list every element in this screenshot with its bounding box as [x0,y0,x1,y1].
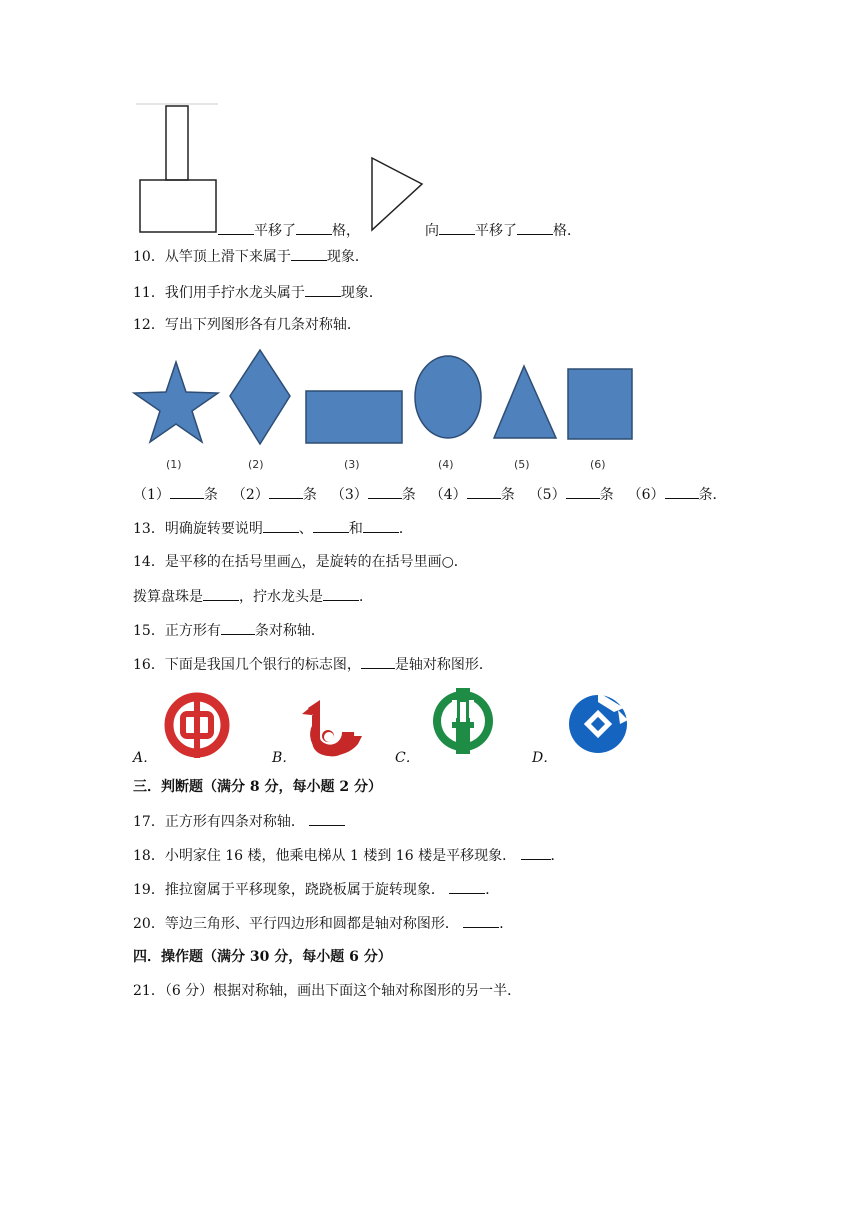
option-b-label: B． [272,750,297,766]
q13-blank-2 [313,518,349,533]
q12-blank-4 [467,484,501,499]
triangle-shape-figure [366,154,428,236]
rectangle-shape [306,391,402,443]
question-15: 15．正方形有 条对称轴． [133,620,325,641]
star-shape [134,362,218,442]
question-11: 11．我们用手拧水龙头属于 现象． [133,282,383,303]
section-4-title: 四．操作题（满分 30 分，每小题 6 分） [133,949,392,965]
q10-blank [291,246,327,261]
q12-blank-6 [665,484,699,499]
question-21: 21．（6 分）根据对称轴，画出下面这个轴对称图形的另一半． [133,983,522,999]
symmetry-shapes-figure [130,344,640,474]
shape-label-5: (5) [514,458,530,471]
construction-bank-logo [566,690,630,754]
question-14-line-2: 拨算盘珠是 ，拧水龙头是 ． [133,586,373,607]
option-a-label: A． [133,750,158,766]
q18-blank [521,845,551,860]
q14-blank-2 [323,586,359,601]
section-3-title: 三．判断题（满分 8 分，每小题 2 分） [133,779,382,795]
option-c-label: C． [395,750,420,766]
ellipse-shape [415,356,481,438]
q12-blank-2 [269,484,303,499]
q12-blank-3 [368,484,402,499]
q20-blank [463,913,499,928]
shape-label-6: (6) [590,458,606,471]
tower-shape-figure [136,102,222,236]
q16-blank [361,654,395,669]
q11-blank [305,282,341,297]
bank-of-china-logo [164,692,232,760]
q13-blank-3 [363,518,399,533]
square-shape [568,369,632,439]
rhombus-shape [230,350,290,444]
q9-part1: 平移了 格， [218,220,360,240]
q9-blank-2 [296,220,332,235]
bank-of-communications-logo [298,696,368,760]
q13-blank-1 [263,518,299,533]
question-19: 19．推拉窗属于平移现象，跷跷板属于旋转现象． ． [133,879,499,900]
q9-blank-1 [218,220,254,235]
question-12-answers: （1） 条 （2） 条 （3） 条 （4） 条 （5） 条 （6） 条． [133,484,727,505]
question-10: 10．从竿顶上滑下来属于 现象． [133,246,369,267]
question-16: 16．下面是我国几个银行的标志图， 是轴对称图形． [133,654,493,675]
q14-blank-1 [203,586,239,601]
question-18: 18．小明家住 16 楼，他乘电梯从 1 楼到 16 楼是平移现象． ． [133,845,565,866]
q12-blank-1 [170,484,204,499]
q15-blank [221,620,255,635]
q9-part2: 向 平移了 格． [425,220,581,240]
q9-blank-3 [439,220,475,235]
question-12: 12．写出下列图形各有几条对称轴． [133,317,361,333]
shape-label-4: (4) [438,458,454,471]
shape-label-2: (2) [248,458,264,471]
q12-blank-5 [566,484,600,499]
question-13: 13．明确旋转要说明 、 和 ． [133,518,413,539]
question-17: 17．正方形有四条对称轴． [133,811,345,832]
isosceles-triangle-shape [494,366,556,438]
option-d-label: D． [532,750,558,766]
agricultural-bank-logo [430,688,496,754]
question-20: 20．等边三角形、平行四边形和圆都是轴对称图形． ． [133,913,513,934]
q17-blank [309,811,345,826]
shape-label-1: (1) [166,458,182,471]
question-14: 14．是平移的在括号里画△，是旋转的在括号里画○． [133,554,468,570]
q19-blank [449,879,485,894]
q9-blank-4 [517,220,553,235]
shape-label-3: (3) [344,458,360,471]
